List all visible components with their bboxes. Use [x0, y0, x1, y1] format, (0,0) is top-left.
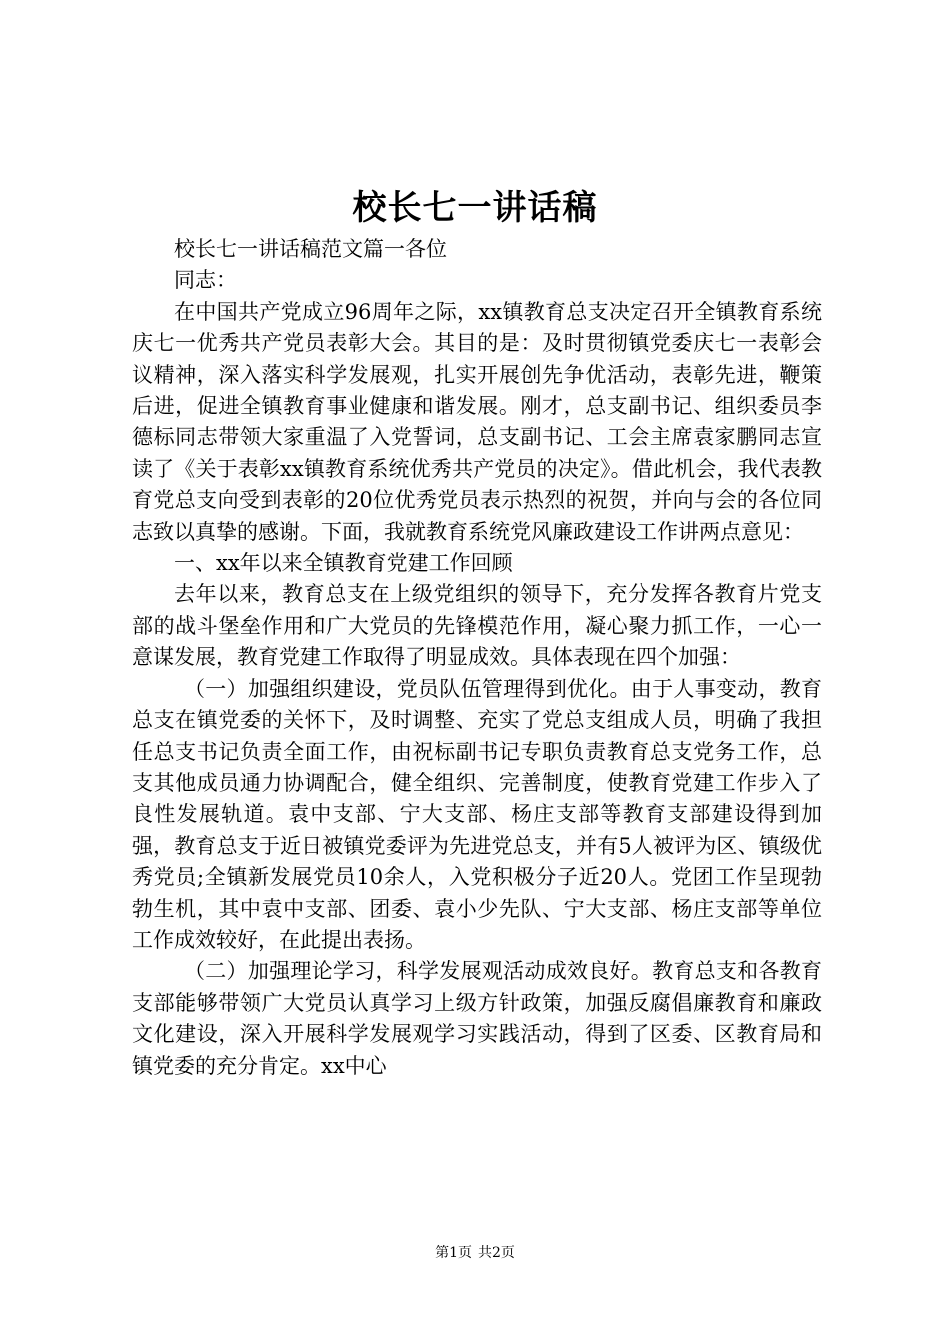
paragraph-point-two: （二）加强理论学习，科学发展观活动成效良好。教育总支和各教育支部能够带领广大党员认真学习上级方针政策，加强反腐倡廉教育和廉政文化建设，深入开展科学发展观学习实践活动，得到了区委、区教育局和镇党委的充分肯定。xx中心: [132, 959, 822, 1078]
page-total: 共2页: [478, 1245, 515, 1261]
paragraph-point-one: （一）加强组织建设，党员队伍管理得到优化。由于人事变动，教育总支在镇党委的关怀下，及时调整、充实了党总支组成人员，明确了我担任总支书记负责全面工作，由祝标副书记专职负责教育总支党务工作，总支其他成员通力协调配合，健全组织、完善制度，使教育党建工作步入了良性发展轨道。袁中支部、宁大支部、杨庄支部等教育支部建设得到加强，教育总支于近日被镇党委评为先进党总支，并有5人被评为区、镇级优秀党员;全镇新发展党员10余人，入党积极分子近20人。党团工作呈现勃勃生机，其中袁中支部、团委、袁小少先队、宁大支部、杨庄支部等单位工作成效较好，在此提出表扬。: [132, 676, 822, 952]
paragraph-salutation: 同志：: [174, 268, 237, 293]
paragraph-overview: 去年以来，教育总支在上级党组织的领导下，充分发挥各教育片党支部的战斗堡垒作用和广大党员的先锋模范作用，凝心聚力抓工作，一心一意谋发展，教育党建工作取得了明显成效。具体表现在四个加强：: [132, 582, 822, 670]
section-heading-review: 一、xx年以来全镇教育党建工作回顾: [174, 551, 513, 576]
paragraph-intro: 在中国共产党成立96周年之际，xx镇教育总支决定召开全镇教育系统庆七一优秀共产党员表彰大会。其目的是：及时贯彻镇党委庆七一表彰会议精神，深入落实科学发展观，扎实开展创先争优活动，表彰先进，鞭策后进，促进全镇教育事业健康和谐发展。刚才，总支副书记、组织委员李德标同志带领大家重温了入党誓词，总支副书记、工会主席袁家鹏同志宣读了《关于表彰xx镇教育系统优秀共产党员的决定》。借此机会，我代表教育党总支向受到表彰的20位优秀党员表示热烈的祝贺，并向与会的各位同志致以真挚的感谢。下面，我就教育系统党风廉政建设工作讲两点意见：: [132, 299, 822, 544]
document-title: 校长七一讲话稿: [352, 188, 598, 228]
page-footer: [0, 1244, 950, 1262]
page-number: 第1页: [435, 1245, 472, 1261]
paragraph-heading-line: 校长七一讲话稿范文篇一各位: [174, 237, 447, 261]
document-body: [132, 234, 822, 1082]
